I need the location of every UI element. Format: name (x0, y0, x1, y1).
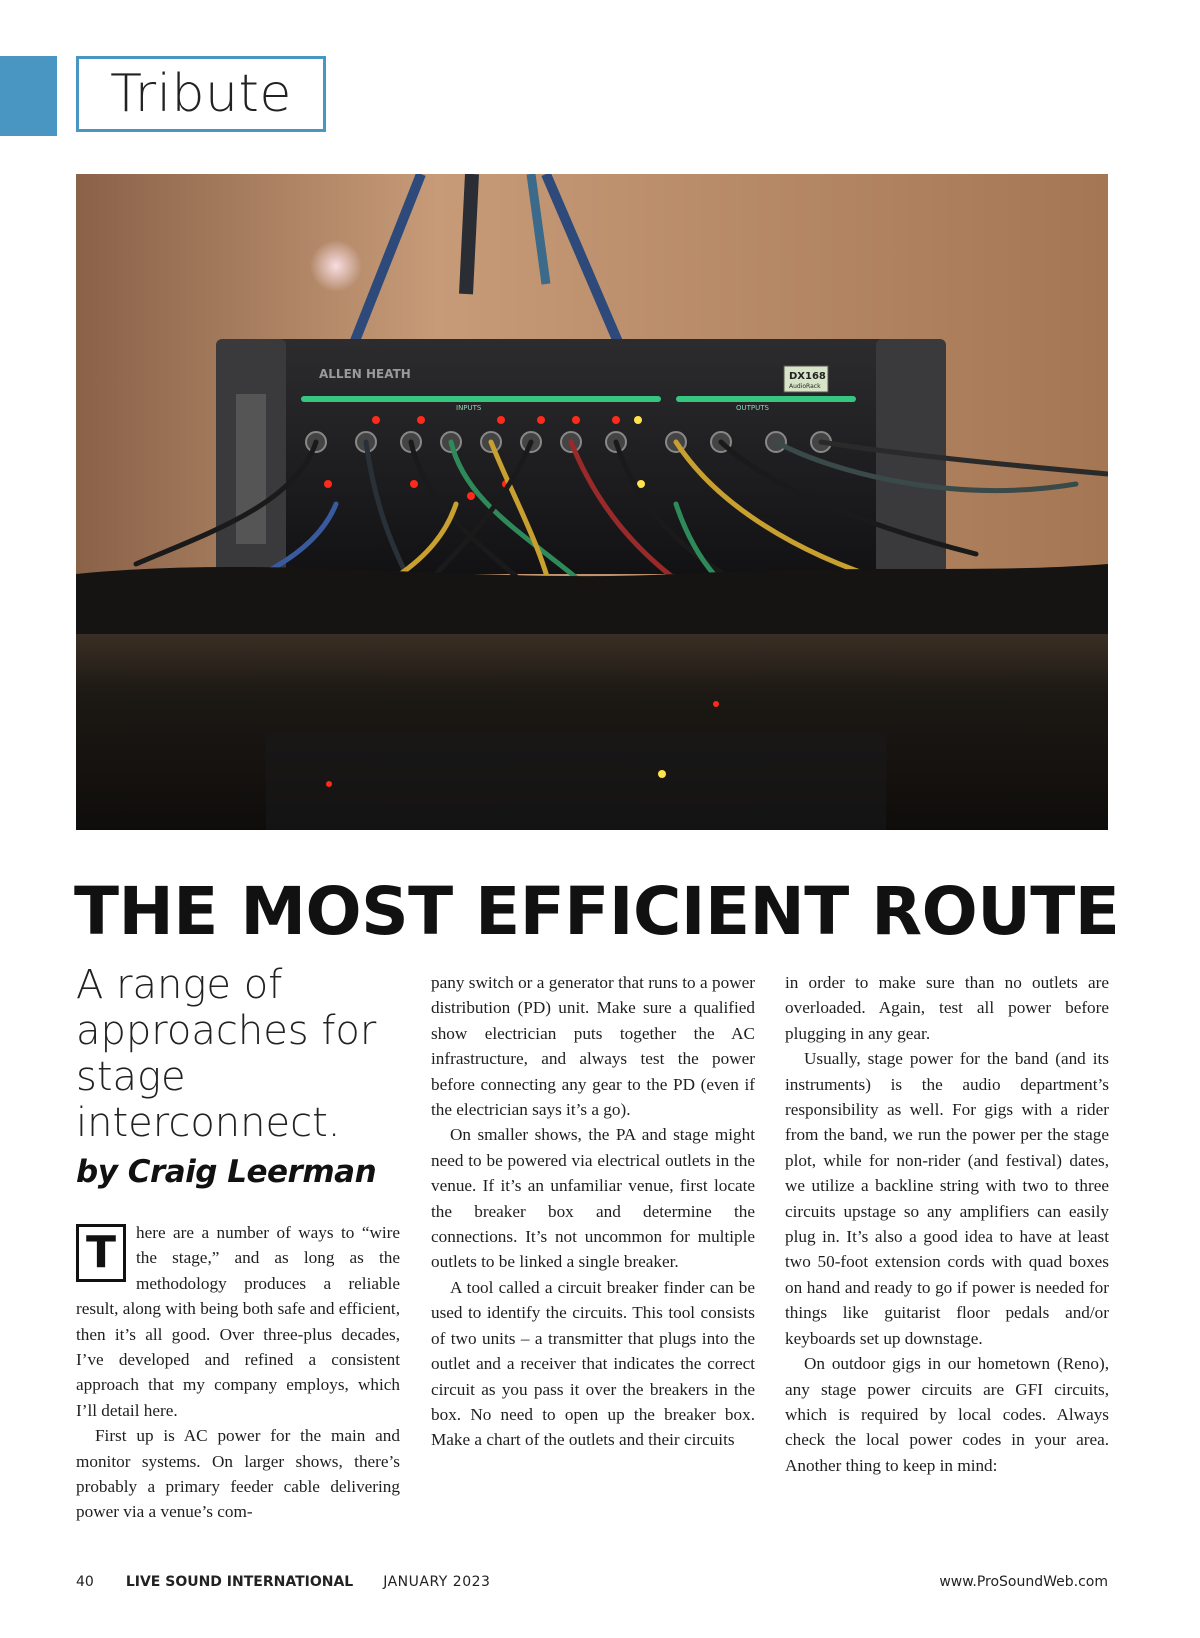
issue-date: JANUARY 2023 (383, 1574, 491, 1590)
article-deck: A range of approaches for stage interconnect. (76, 962, 377, 1146)
section-color-tab (0, 56, 57, 136)
paragraph: On smaller shows, the PA and stage might need to be powered via electrical outlets in the venue. If it’s an unfamiliar venue, first locate the breaker box and determine the connections. It’s not uncommon for multiple outlets to be linked a single breaker. (431, 1125, 755, 1272)
website-link[interactable]: www.ProSoundWeb.com (939, 1574, 1108, 1590)
paragraph: T here are a number of ways to “wire the stage,” and as long as the methodology produces a reliable result, along with being both safe and efficient, then it’s all good. Over three-plus decades, I’ve developed and refined a consistent approach that my company employs, which I’ll detail here. (76, 1223, 400, 1420)
section-label: Tribute (76, 56, 326, 132)
article-byline: by Craig Leerman (76, 1154, 377, 1190)
magazine-name: LIVE SOUND INTERNATIONAL (125, 1574, 354, 1590)
text-column-2 (431, 970, 755, 1453)
article-photo (76, 174, 1108, 830)
paragraph: A tool called a circuit breaker finder can be used to identify the circuits. This tool consists of two units – a transmitter that plugs into the outlet and a receiver that indicates the correct circuit as you pass it over the breakers in the box. No need to open up the breaker box. Make a chart of the outlets and their circuits (431, 1277, 755, 1450)
brand-text: ALLEN HEATH (319, 367, 411, 381)
drop-cap: T (76, 1224, 126, 1282)
paragraph: On outdoor gigs in our hometown (Reno), any stage power circuits are GFI circuits, which is required by local codes. Always check the local power codes in your area. Another thing to keep in mind: (785, 1354, 1109, 1475)
outputs-label: OUTPUTS (736, 404, 769, 412)
page-number: 40 (76, 1574, 94, 1590)
model-sub-text: AudioRack (789, 383, 821, 390)
audio-rack-photo (76, 174, 1108, 830)
model-text: DX168 (789, 371, 826, 382)
text-column-1 (76, 1220, 400, 1525)
text-column-3 (785, 970, 1109, 1478)
paragraph: First up is AC power for the main and monitor systems. On larger shows, there’s probably a primary feeder cable delivering power via a venue’s com- (76, 1426, 400, 1522)
paragraph: in order to make sure than no outlets are overloaded. Again, test all power before plugging in any gear. (785, 973, 1109, 1043)
paragraph: pany switch or a generator that runs to a power distribution (PD) unit. Make sure a qualified show electrician puts together the AC infrastructure, and always test the power before connecting any gear to the PD (even if the electrician says it’s a go). (431, 973, 755, 1120)
inputs-label: INPUTS (456, 404, 482, 412)
page-footer (76, 1574, 1108, 1590)
paragraph: Usually, stage power for the band (and its instruments) is the audio department’s responsibility as well. For gigs with a rider from the band, we run the power per the stage plot, while for non-rider (and festival) dates, we utilize a backline string with two to three circuits upstage so any amplifiers can easily plug in. It’s also a good idea to have at least two 50-foot extension cords with quad boxes on hand and ready to go if power is needed for things like guitarist floor pedals and/or keyboards set up downstage. (785, 1049, 1109, 1348)
article-headline: THE MOST EFFICIENT ROUTE (74, 873, 1120, 950)
